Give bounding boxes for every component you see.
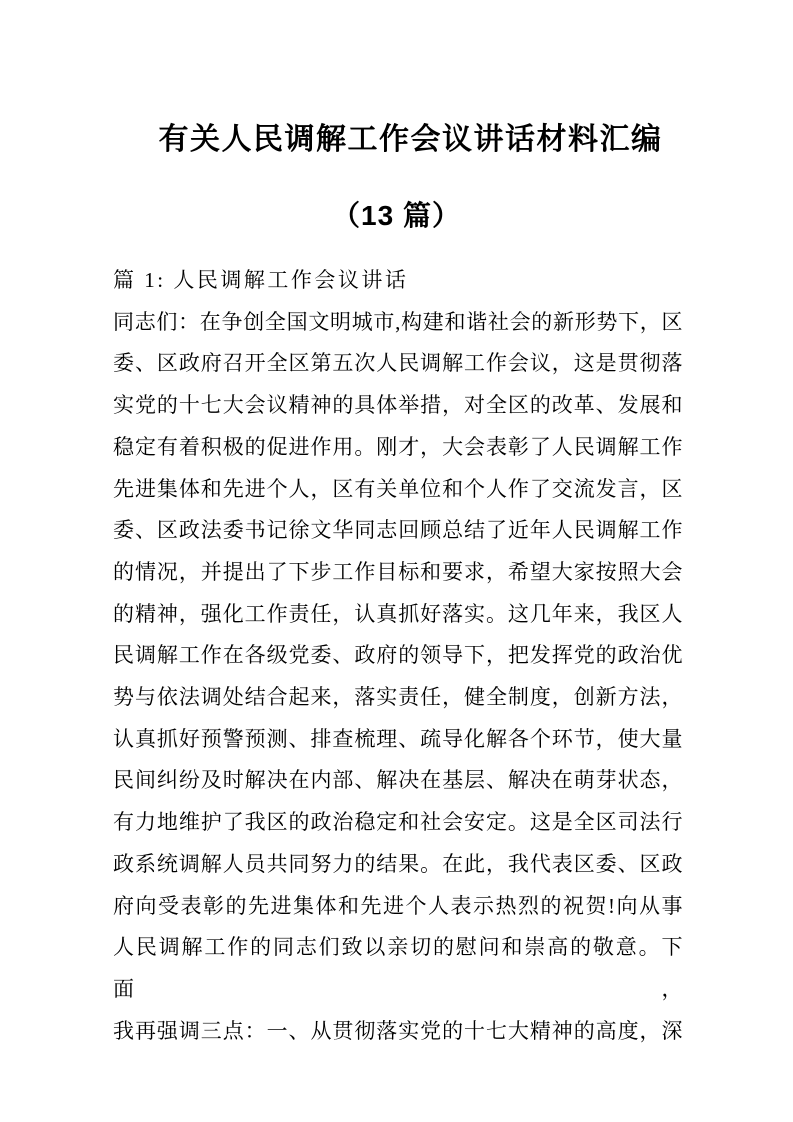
section-heading: 篇 1: 人民调解工作会议讲话	[113, 268, 409, 292]
paragraph	[113, 302, 683, 1053]
document-title: 有关人民调解工作会议讲话材料汇编	[158, 123, 663, 156]
paragraph-line: 委、区政府召开全区第五次人民调解工作会议，这是贯彻落	[113, 351, 683, 376]
paragraph-line: 有力地维护了我区的政治稳定和社会安定。这是全区司法行	[113, 810, 683, 835]
paragraph-line: 民间纠纷及时解决在内部、解决在基层、解决在萌芽状态，	[113, 768, 683, 793]
paragraph-line: 委、区政法委书记徐文华同志回顾总结了近年人民调解工作	[113, 518, 683, 543]
paragraph-line: 稳定有着积极的促进作用。刚才，大会表彰了人民调解工作	[113, 434, 683, 459]
paragraph-line: 我再强调三点：一、从贯彻落实党的十七大精神的高度，深	[113, 1018, 683, 1043]
paragraph-line: 府向受表彰的先进集体和先进个人表示热烈的祝贺!向从事	[113, 893, 683, 918]
paragraph-line: 的情况，并提出了下步工作目标和要求，希望大家按照大会	[113, 559, 683, 584]
document-body	[113, 260, 683, 1052]
document-subtitle: （13 篇）	[332, 200, 461, 231]
paragraph-line: 实党的十七大会议精神的具体举措，对全区的改革、发展和	[113, 393, 683, 418]
paragraph-line: 同志们：在争创全国文明城市,构建和谐社会的新形势下，区	[113, 309, 683, 334]
paragraph-line: 势与依法调处结合起来，落实责任，健全制度，创新方法，	[113, 685, 683, 710]
paragraph-line: 政系统调解人员共同努力的结果。在此，我代表区委、区政	[113, 851, 683, 876]
paragraph-line: 的精神，强化工作责任，认真抓好落实。这几年来，我区人	[113, 601, 683, 626]
paragraph-line: 先进集体和先进个人，区有关单位和个人作了交流发言，区	[113, 476, 683, 501]
paragraph-line: 民调解工作在各级党委、政府的领导下，把发挥党的政治优	[113, 643, 683, 668]
paragraph-line: 人民调解工作的同志们致以亲切的慰问和崇高的敬意。下面，	[113, 935, 683, 1001]
paragraph-line: 认真抓好预警预测、排查梳理、疏导化解各个环节，使大量	[113, 726, 683, 751]
